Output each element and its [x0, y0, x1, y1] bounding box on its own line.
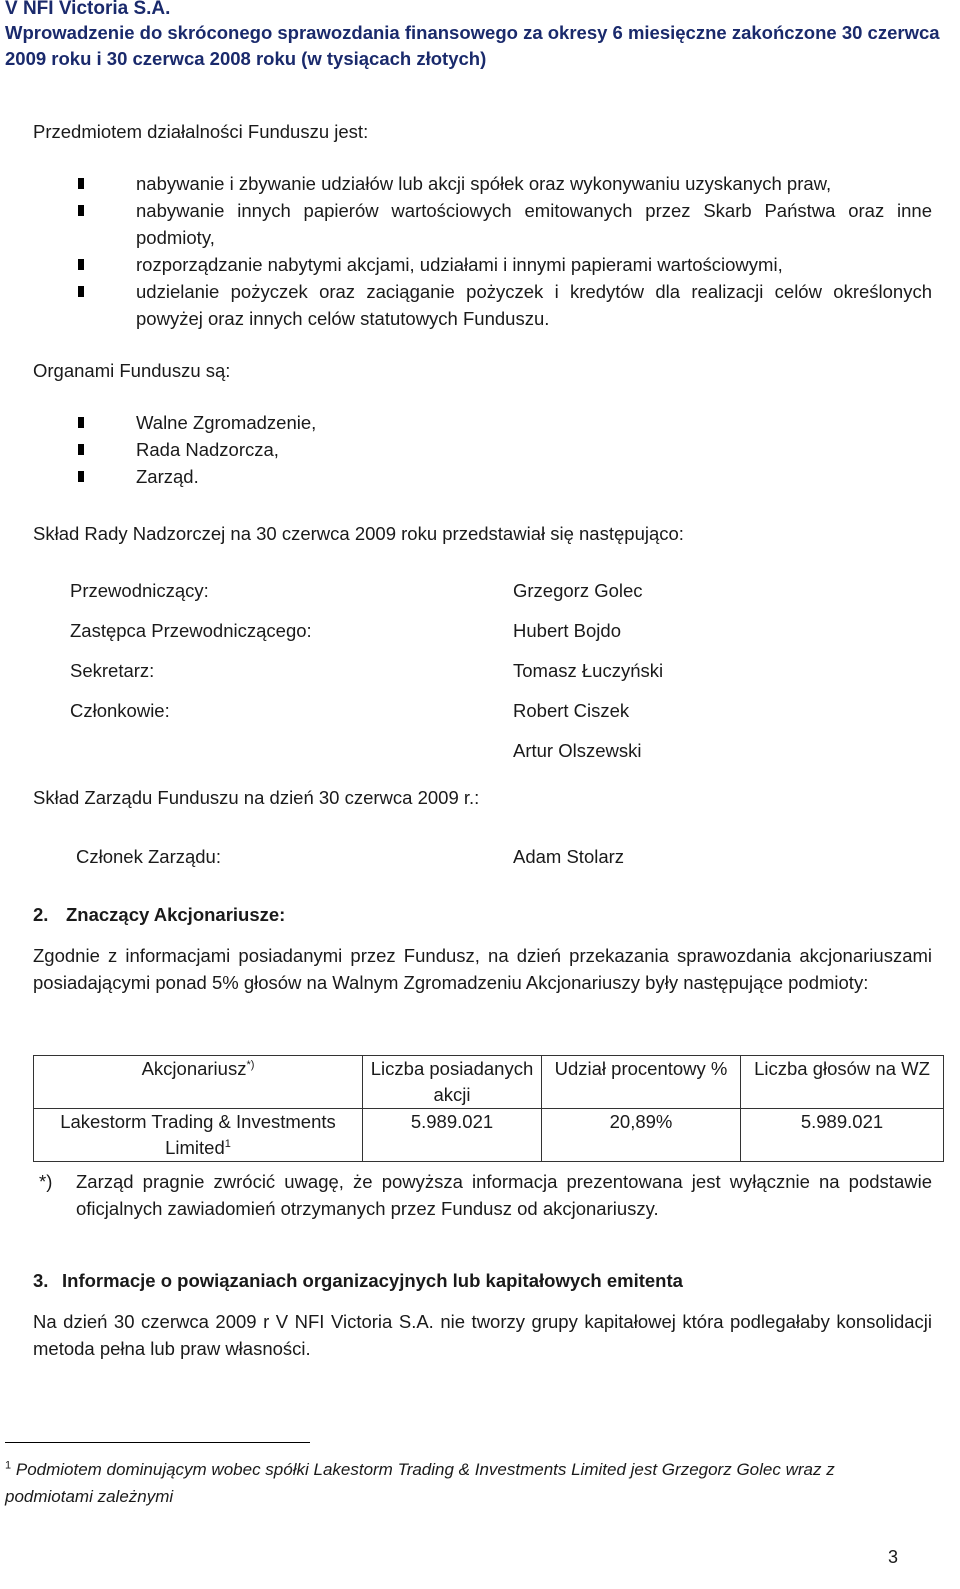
- section-3-number: 3.: [33, 1270, 49, 1291]
- footnote: $^1$ Podmiotem dominującym wobec spółki Lakestorm Trading & Investments Limited jest Grzegorz Golec wraz z podmiotami zależnymi: [5, 1459, 835, 1506]
- organs-intro: Organami Funduszu są:: [33, 360, 231, 381]
- board-role: Zastępca Przewodniczącego:: [70, 620, 312, 641]
- section-2-title: Znaczący Akcjonariusze:: [66, 904, 286, 925]
- list-item: Walne Zgromadzenie,: [136, 409, 636, 436]
- board-intro: Skład Rady Nadzorczej na 30 czerwca 2009 roku przedstawiał się następująco:: [33, 523, 684, 544]
- management-name: Adam Stolarz: [513, 846, 625, 867]
- management-role: Członek Zarządu:: [76, 846, 221, 867]
- square-bullet-icon: [78, 178, 84, 189]
- square-bullet-icon: [78, 417, 84, 428]
- square-bullet-icon: [78, 444, 84, 455]
- list-item: Zarząd.: [136, 463, 636, 490]
- shareholders-note: Zarząd pragnie zwrócić uwagę, że powyższa informacja prezentowana jest wyłącznie na podstawie oficjalnych zawiadomień otrzymanych przez Fundusz od akcjonariuszy.: [76, 1171, 932, 1219]
- cell-shares: 5.989.021: [363, 1109, 542, 1162]
- table-row: [34, 1109, 944, 1162]
- organs-list: [136, 409, 636, 490]
- square-bullet-icon: [78, 259, 84, 270]
- board-member-name: Robert Ciszek: [513, 700, 630, 721]
- activity-list: [136, 170, 932, 332]
- board-role: Członkowie:: [70, 700, 170, 721]
- board-role: Sekretarz:: [70, 660, 155, 681]
- list-item: nabywanie innych papierów wartościowych emitowanych przez Skarb Państwa oraz inne podmioty,: [136, 197, 932, 251]
- board-member-name: Grzegorz Golec: [513, 580, 643, 601]
- header-shares: Liczba posiadanych akcji: [363, 1056, 542, 1109]
- footnote-divider: [5, 1442, 310, 1443]
- square-bullet-icon: [78, 471, 84, 482]
- board-member-name: Tomasz Łuczyński: [513, 660, 664, 681]
- header-votes: Liczba głosów na WZ: [741, 1056, 944, 1109]
- header-percent: Udział procentowy %: [542, 1056, 741, 1109]
- board-member-name: Hubert Bojdo: [513, 620, 621, 641]
- square-bullet-icon: [78, 205, 84, 216]
- list-item: udzielanie pożyczek oraz zaciąganie pożyczek i kredytów dla realizacji celów określonych powyżej oraz innych celów statutowych Funduszu.: [136, 278, 932, 332]
- header-shareholder: Akcjonariusz*): [34, 1056, 363, 1109]
- cell-shareholder-name: Lakestorm Trading & Investments Limited$^1$: [34, 1109, 363, 1162]
- section-3-title: Informacje o powiązaniach organizacyjnych lub kapitałowych emitenta: [62, 1270, 683, 1291]
- cell-percent: 20,89%: [542, 1109, 741, 1162]
- header-company: V NFI Victoria S.A.: [5, 0, 171, 19]
- cell-votes: 5.989.021: [741, 1109, 944, 1162]
- section-2-text: Zgodnie z informacjami posiadanymi przez Fundusz, na dzień przekazania sprawozdania akcjonariuszami posiadającymi ponad 5% głosów na Walnym Zgromadzeniu Akcjonariuszy były następujące podmioty:: [33, 945, 932, 993]
- list-item: Rada Nadzorcza,: [136, 436, 636, 463]
- square-bullet-icon: [78, 286, 84, 297]
- section-2-number: 2.: [33, 904, 49, 925]
- list-item: rozporządzanie nabytymi akcjami, udziałami i innymi papierami wartościowymi,: [136, 251, 932, 278]
- activity-intro: Przedmiotem działalności Funduszu jest:: [33, 121, 369, 142]
- header-title: Wprowadzenie do skróconego sprawozdania finansowego za okresy 6 miesięczne zakończone 30 czerwca 2009 roku i 30 czerwca 2008 roku (w tysiącach złotych): [5, 22, 940, 69]
- page-number: 3: [887, 1547, 898, 1567]
- shareholders-table: [33, 1055, 944, 1162]
- section-3-text: Na dzień 30 czerwca 2009 r V NFI Victoria S.A. nie tworzy grupy kapitałowej która podlegałaby konsolidacji metoda pełna lub praw własności.: [33, 1311, 932, 1359]
- board-member-name: Artur Olszewski: [513, 740, 642, 761]
- table-header-row: [34, 1056, 944, 1109]
- management-intro: Skład Zarządu Funduszu na dzień 30 czerwca 2009 r.:: [33, 787, 480, 808]
- board-role: Przewodniczący:: [70, 580, 209, 601]
- list-item: nabywanie i zbywanie udziałów lub akcji spółek oraz wykonywaniu uzyskanych praw,: [136, 170, 932, 197]
- note-marker: *): [39, 1171, 53, 1192]
